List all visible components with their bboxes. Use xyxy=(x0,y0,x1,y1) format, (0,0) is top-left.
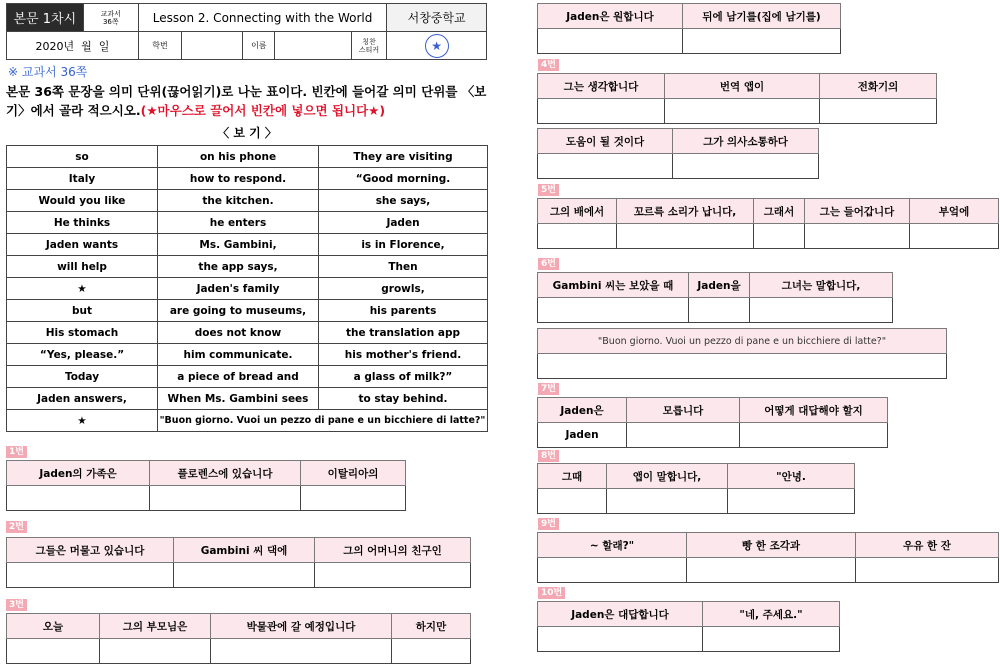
answer-blank[interactable] xyxy=(538,99,665,124)
word-bank xyxy=(6,145,488,432)
word-chip[interactable]: to stay behind. xyxy=(319,388,488,410)
lesson-title: Lesson 2. Connecting with the World xyxy=(138,4,386,32)
q3-cell: 하지만 xyxy=(392,614,471,639)
q4-table xyxy=(537,73,937,124)
answer-blank[interactable] xyxy=(740,423,888,448)
word-chip[interactable]: but xyxy=(7,300,158,322)
q5-table xyxy=(537,198,999,249)
answer-blank[interactable] xyxy=(538,354,947,379)
date-field[interactable]: 2020년 월 일 xyxy=(7,32,139,60)
word-chip[interactable]: the kitchen. xyxy=(158,190,319,212)
word-chip[interactable]: he enters xyxy=(158,212,319,234)
answer-blank[interactable] xyxy=(538,627,703,652)
q5-cell: 그래서 xyxy=(754,199,805,224)
q7-table xyxy=(537,397,888,448)
answer-blank[interactable] xyxy=(754,224,805,249)
answer-blank[interactable] xyxy=(728,489,855,514)
word-chip[interactable]: she says, xyxy=(319,190,488,212)
answer-blank[interactable] xyxy=(856,558,999,583)
word-bank-row xyxy=(7,190,488,212)
word-chip[interactable]: When Ms. Gambini sees xyxy=(158,388,319,410)
word-chip[interactable]: on his phone xyxy=(158,146,319,168)
instruction-highlight: (★마우스로 끌어서 빈칸에 넣으면 됩니다★) xyxy=(140,103,386,118)
q9-cell: 빵 한 조각과 xyxy=(687,533,856,558)
sticker-area xyxy=(387,32,487,60)
word-bank-row xyxy=(7,300,488,322)
q2-cell: 그의 어머니의 친구인 xyxy=(315,538,471,563)
answer-blank[interactable] xyxy=(750,298,893,323)
q4-tag: 4번 xyxy=(538,59,559,71)
word-bank-row xyxy=(7,322,488,344)
answer-blank[interactable] xyxy=(174,563,315,588)
bogi-title: 〈 보 기 〉 xyxy=(217,126,277,140)
q7-cell: 모릅니다 xyxy=(627,398,740,423)
sticker-label: 칭찬 스티커 xyxy=(351,32,386,60)
q4-cell: 그는 생각합니다 xyxy=(538,74,665,99)
q3b-cell: 뒤에 남기를(집에 남기를) xyxy=(683,4,841,29)
q6-cell: Jaden을 xyxy=(689,273,750,298)
word-bank-row xyxy=(7,256,488,278)
instruction-text: 본문 36쪽 문장을 의미 단위(끊어읽기)로 나눈 표이다. 빈칸에 들어갈 의미 단위를 〈보기〉에서 골라 적으시오. xyxy=(6,84,487,118)
q9-table xyxy=(537,532,999,583)
word-bank-row xyxy=(7,146,488,168)
word-chip[interactable]: his parents xyxy=(319,300,488,322)
answer-blank[interactable] xyxy=(820,99,937,124)
q6b-cell: "Buon giorno. Vuoi un pezzo di pane e un bicchiere di latte?" xyxy=(538,329,947,354)
answer-blank[interactable] xyxy=(703,627,840,652)
word-bank-row xyxy=(7,234,488,256)
q3-tag: 3번 xyxy=(6,599,27,611)
word-chip[interactable]: Italy xyxy=(7,168,158,190)
answer-blank[interactable] xyxy=(607,489,728,514)
word-chip[interactable]: is in Florence, xyxy=(319,234,488,256)
q3b-table xyxy=(537,3,841,54)
q3-cell: 그의 부모님은 xyxy=(100,614,211,639)
q5-tag: 5번 xyxy=(538,184,559,196)
word-chip[interactable]: are going to museums, xyxy=(158,300,319,322)
word-chip[interactable]: ★ xyxy=(7,278,158,300)
answer-blank[interactable] xyxy=(538,224,617,249)
q2-tag: 2번 xyxy=(6,521,27,533)
word-chip[interactable]: will help xyxy=(7,256,158,278)
answer-blank[interactable] xyxy=(665,99,820,124)
q2-cell: Gambini 씨 댁에 xyxy=(174,538,315,563)
answer-blank[interactable] xyxy=(538,558,687,583)
class-input[interactable] xyxy=(181,32,243,60)
answer-blank[interactable] xyxy=(7,486,150,511)
q4-cell: 전화기의 xyxy=(820,74,937,99)
answer-blank[interactable] xyxy=(392,639,471,664)
textbook-page: 교과서 36쪽 xyxy=(83,4,138,32)
q5-cell: 그의 배에서 xyxy=(538,199,617,224)
q7-cell: 어떻게 대답해야 할지 xyxy=(740,398,888,423)
q8-tag: 8번 xyxy=(538,450,559,462)
q6-tag: 6번 xyxy=(538,258,559,270)
q3-cell: 박물관에 갈 예정입니다 xyxy=(211,614,392,639)
q8-cell: 그때 xyxy=(538,464,607,489)
q8-table xyxy=(537,463,855,514)
word-chip[interactable]: a glass of milk?” xyxy=(319,366,488,388)
word-bank-row xyxy=(7,168,488,190)
word-chip[interactable]: Jaden answers, xyxy=(7,388,158,410)
answer-blank[interactable] xyxy=(627,423,740,448)
answer-blank[interactable] xyxy=(315,563,471,588)
word-chip[interactable]: so xyxy=(7,146,158,168)
q3-cell: 오늘 xyxy=(7,614,100,639)
answer-blank[interactable] xyxy=(689,298,750,323)
answer-blank[interactable] xyxy=(538,298,689,323)
q7-answer[interactable]: Jaden xyxy=(538,423,627,448)
q4b-cell: 도움이 될 것이다 xyxy=(538,129,673,154)
q8-cell: 앱이 말합니다, xyxy=(607,464,728,489)
word-chip[interactable]: his mother's friend. xyxy=(319,344,488,366)
answer-blank[interactable] xyxy=(211,639,392,664)
answer-blank[interactable] xyxy=(7,639,100,664)
answer-blank[interactable] xyxy=(687,558,856,583)
q9-tag: 9번 xyxy=(538,518,559,530)
instruction xyxy=(6,82,496,120)
word-chip[interactable]: how to respond. xyxy=(158,168,319,190)
q1-tag: 1번 xyxy=(6,446,27,458)
q6-cell: Gambini 씨는 보았을 때 xyxy=(538,273,689,298)
word-bank-row xyxy=(7,344,488,366)
q8-cell: "안녕. xyxy=(728,464,855,489)
q10-cell: Jaden은 대답합니다 xyxy=(538,602,703,627)
answer-blank[interactable] xyxy=(538,29,683,54)
answer-blank[interactable] xyxy=(150,486,301,511)
name-input[interactable] xyxy=(275,32,352,60)
word-chip[interactable]: He thinks xyxy=(7,212,158,234)
answer-blank[interactable] xyxy=(538,489,607,514)
word-bank-row xyxy=(7,212,488,234)
q1-table xyxy=(6,460,406,511)
q3-table xyxy=(6,613,471,664)
word-chip[interactable]: does not know xyxy=(158,322,319,344)
q9-cell: 우유 한 잔 xyxy=(856,533,999,558)
header-table xyxy=(6,3,487,60)
q9-cell: ~ 할래?" xyxy=(538,533,687,558)
word-chip[interactable]: Jaden's family xyxy=(158,278,319,300)
school-name: 서창중학교 xyxy=(387,4,487,32)
answer-blank[interactable] xyxy=(617,224,754,249)
word-chip[interactable]: Jaden wants xyxy=(7,234,158,256)
q1-cell: 이탈리아의 xyxy=(301,461,406,486)
q5-cell: 부엌에 xyxy=(910,199,999,224)
word-chip[interactable]: Today xyxy=(7,366,158,388)
word-chip[interactable]: “Good morning. xyxy=(319,168,488,190)
word-chip[interactable]: “Yes, please.” xyxy=(7,344,158,366)
q6b-table xyxy=(537,328,947,379)
answer-blank[interactable] xyxy=(7,563,174,588)
q4b-table xyxy=(537,128,819,179)
q1-cell: 플로렌스에 있습니다 xyxy=(150,461,301,486)
q5-cell: 꼬르륵 소리가 납니다, xyxy=(617,199,754,224)
word-chip[interactable]: a piece of bread and xyxy=(158,366,319,388)
q10-tag: 10번 xyxy=(538,587,565,599)
q7-cell: Jaden은 xyxy=(538,398,627,423)
q5-cell: 그는 들어갑니다 xyxy=(805,199,910,224)
word-chip[interactable]: him communicate. xyxy=(158,344,319,366)
textbook-note: ※ 교과서 36쪽 xyxy=(8,65,88,79)
q2-cell: 그들은 머물고 있습니다 xyxy=(7,538,174,563)
word-bank-row xyxy=(7,388,488,410)
word-chip[interactable]: ★ xyxy=(7,410,158,432)
word-chip[interactable]: Would you like xyxy=(7,190,158,212)
answer-blank[interactable] xyxy=(301,486,406,511)
word-chip[interactable]: "Buon giorno. Vuoi un pezzo di pane e un bicchiere di latte?" xyxy=(158,410,488,432)
word-chip[interactable]: Then xyxy=(319,256,488,278)
q1-cell: Jaden의 가족은 xyxy=(7,461,150,486)
q2-table xyxy=(6,537,471,588)
answer-blank[interactable] xyxy=(673,154,819,179)
word-chip[interactable]: His stomach xyxy=(7,322,158,344)
star-stamp-icon: ★ xyxy=(425,34,449,58)
q10-table xyxy=(537,601,840,652)
word-chip[interactable]: Ms. Gambini, xyxy=(158,234,319,256)
answer-blank[interactable] xyxy=(910,224,999,249)
answer-blank[interactable] xyxy=(538,154,673,179)
word-chip[interactable]: the app says, xyxy=(158,256,319,278)
lesson-box: 본문 1차시 xyxy=(7,4,84,32)
answer-blank[interactable] xyxy=(100,639,211,664)
q4-cell: 번역 앱이 xyxy=(665,74,820,99)
word-chip[interactable]: They are visiting xyxy=(319,146,488,168)
answer-blank[interactable] xyxy=(805,224,910,249)
word-chip[interactable]: the translation app xyxy=(319,322,488,344)
name-label: 이름 xyxy=(243,32,275,60)
q10-cell: "네, 주세요." xyxy=(703,602,840,627)
q7-tag: 7번 xyxy=(538,383,559,395)
word-bank-row xyxy=(7,366,488,388)
answer-blank[interactable] xyxy=(683,29,841,54)
class-label: 학번 xyxy=(138,32,181,60)
q3b-cell: Jaden은 원합니다 xyxy=(538,4,683,29)
q6-cell: 그녀는 말합니다, xyxy=(750,273,893,298)
word-chip[interactable]: Jaden xyxy=(319,212,488,234)
word-bank-row xyxy=(7,278,488,300)
q4b-cell: 그가 의사소통하다 xyxy=(673,129,819,154)
q6-table xyxy=(537,272,893,323)
word-chip[interactable]: growls, xyxy=(319,278,488,300)
